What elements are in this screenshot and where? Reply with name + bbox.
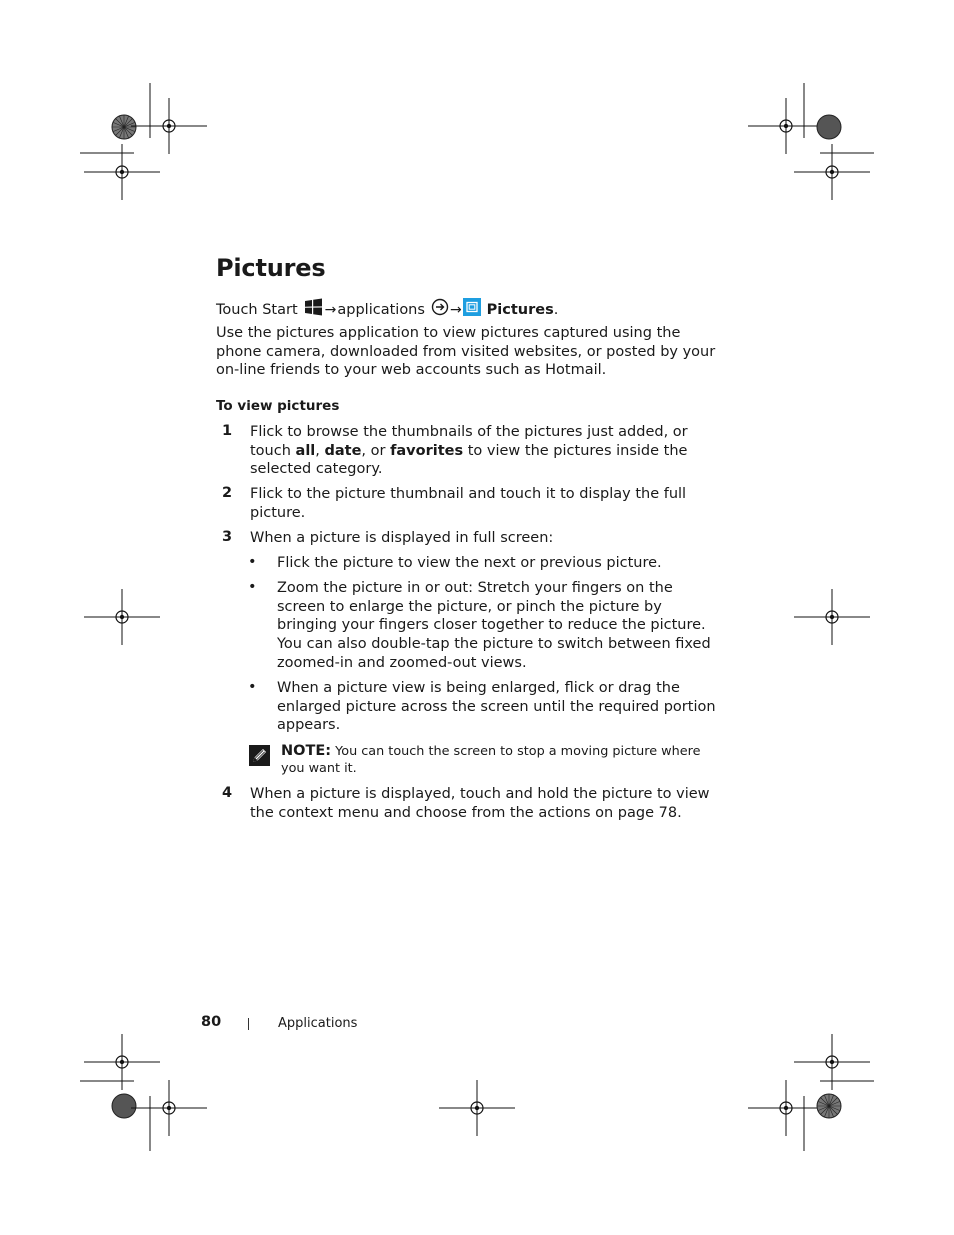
bullet-dot: • [248,579,257,595]
intro-paragraph: Use the pictures application to view pictures captured using the phone camera, downloaded from visited websites, or posted by your on-line friends to your web accounts such as Hotmail. [216,325,716,379]
pictures-label: Pictures [486,301,554,318]
step-1 [222,423,722,481]
step-text: Flick to browse the thumbnails of the pictures just added, or touch all, date, or favorites to view the pictures inside the selected category. [250,424,688,478]
footer-section: Applications [278,1016,358,1031]
pencil-note-icon [249,745,270,770]
step-text: When a picture is displayed, touch and hold the picture to view the context menu and choose from the actions on page 78. [250,786,710,821]
step-2 [222,485,722,525]
step-number: 4 [222,785,233,801]
page-number: 80 [201,1014,222,1030]
bullet-text: When a picture view is being enlarged, flick or drag the enlarged picture across the screen until the required portion appears. [277,680,716,734]
step-number: 3 [222,529,233,545]
arrow-2: → [449,301,462,318]
arrow-circle-icon [431,298,449,322]
step-number: 1 [222,423,233,439]
bullet-dot: • [248,679,257,695]
bullet-dot: • [248,554,257,570]
windows-start-icon [304,297,324,323]
step-4 [222,785,722,825]
bullet-text: Zoom the picture in or out: Stretch your fingers on the screen to enlarge the picture, or pinch the picture by bringing your fingers closer together to reduce the picture. You can also double-tap the picture to switch between fixed zoomed-in and zoomed-out views. [277,580,711,671]
page-title: Pictures [216,254,326,282]
touch-prefix: Touch Start [216,301,298,318]
subheading: To view pictures [216,398,340,414]
touch-instruction [216,297,716,323]
bullet-item [248,679,718,737]
note-text: NOTE: You can touch the screen to stop a moving picture where you want it. [281,743,701,776]
pictures-app-icon [463,298,481,322]
step-3 [222,529,722,549]
note-label: NOTE: [281,743,332,759]
step-text: Flick to the picture thumbnail and touch it to display the full picture. [250,486,687,521]
note-box [248,743,718,779]
footer-divider [248,1018,249,1030]
applications-label: applications [337,301,425,318]
bullet-item [248,554,718,574]
bullet-text: Flick the picture to view the next or previous picture. [277,555,662,571]
bullet-item [248,579,718,674]
arrow-1: → [324,301,337,318]
step-text: When a picture is displayed in full screen: [250,530,554,546]
step-number: 2 [222,485,233,501]
period: . [553,301,559,318]
